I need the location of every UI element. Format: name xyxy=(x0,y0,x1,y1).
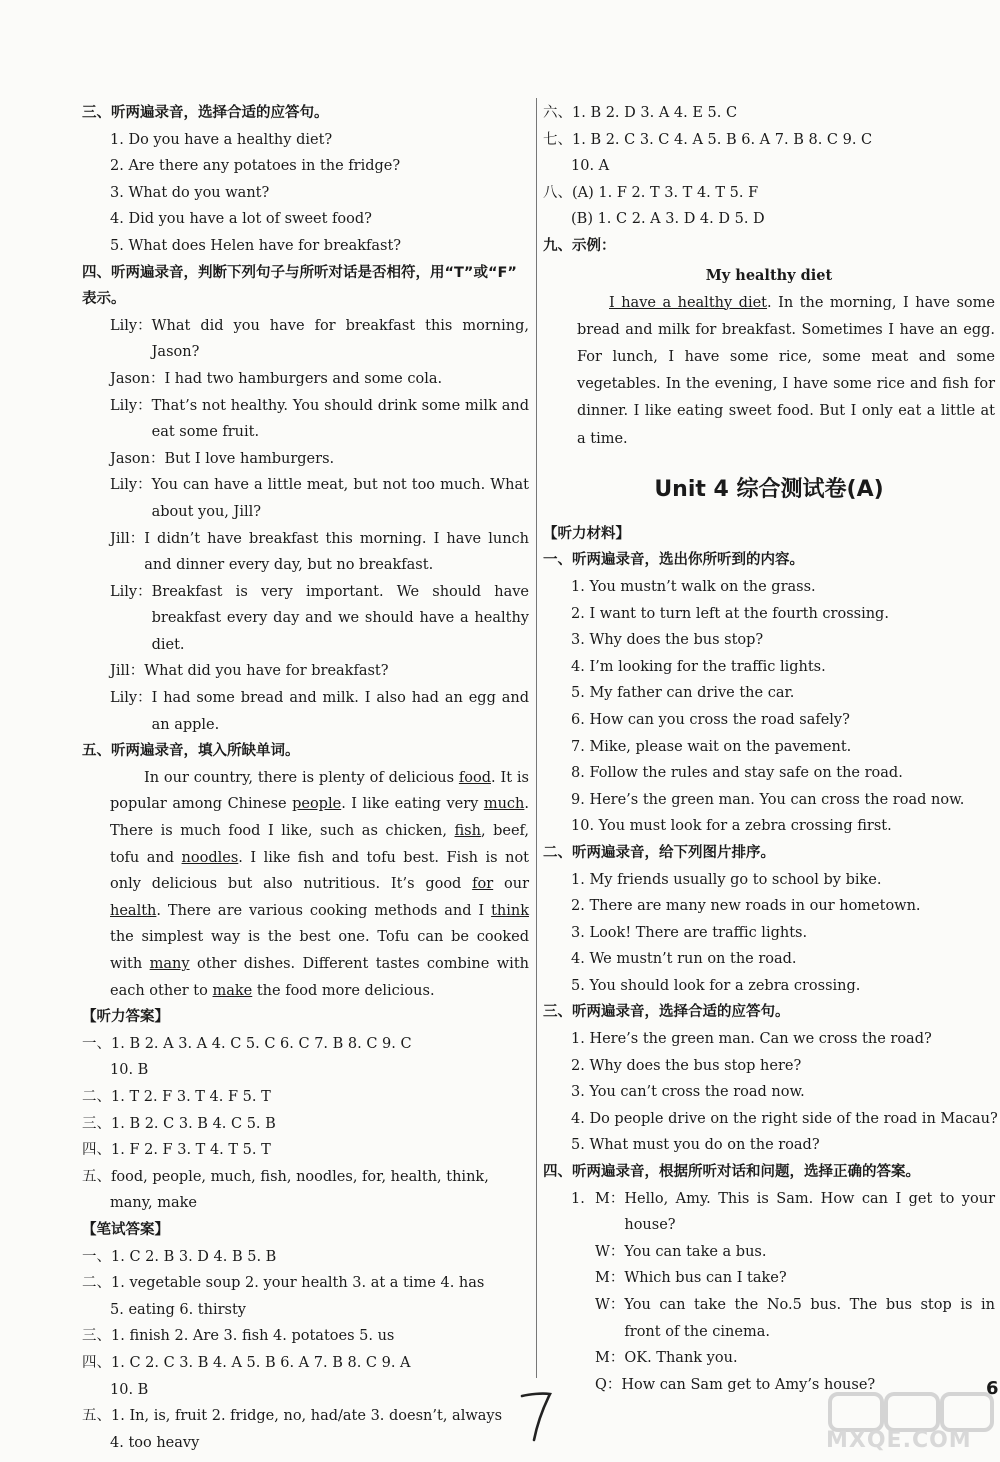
speaker: Q： xyxy=(595,1376,622,1393)
speaker: Jason： xyxy=(110,450,165,467)
dialogue xyxy=(595,1186,995,1399)
list-item: 5. What must you do on the road? xyxy=(571,1137,820,1154)
speaker: W： xyxy=(595,1243,625,1260)
list-item: 3. You can’t cross the road now. xyxy=(571,1084,805,1101)
answer-line: 九、示例： xyxy=(543,237,616,254)
unit-section-4-heading: 四、听两遍录音，根据所听对话和问题，选择正确的答案。 xyxy=(543,1164,920,1181)
unit-section-1-heading: 一、听两遍录音，选出你所听到的内容。 xyxy=(543,552,804,569)
unit-title: Unit 4 综合测试卷(A) xyxy=(654,476,884,502)
answer-line: 五、food, people, much, fish, noodles, for, health, think, xyxy=(82,1168,489,1185)
utterance: What did you have for breakfast? xyxy=(144,663,389,680)
answer-line: 10. A xyxy=(571,158,610,175)
written-answers-heading: 【笔试答案】 xyxy=(82,1221,169,1238)
answer-line: 四、1. C 2. C 3. B 4. A 5. B 6. A 7. B 8. C 9. A xyxy=(82,1354,411,1371)
list-item: 3. Look! There are traffic lights. xyxy=(571,924,808,941)
answer-line: 六、1. B 2. D 3. A 4. E 5. C xyxy=(543,105,738,121)
utterance: I had two hamburgers and some cola. xyxy=(164,370,443,387)
list-item: 2. Are there any potatoes in the fridge? xyxy=(110,158,401,175)
answer-word: many xyxy=(149,956,190,972)
utterance: Which bus can I take? xyxy=(624,1270,787,1287)
listening-material-heading: 【听力材料】 xyxy=(543,525,630,542)
answer-word: make xyxy=(212,982,253,999)
answer-line: 三、1. B 2. C 3. B 4. C 5. B xyxy=(82,1115,276,1132)
utterance: You can take the No.5 bus. The bus stop is in front of the cinema. xyxy=(624,1297,995,1340)
list-item: 9. Here’s the green man. You can cross the road now. xyxy=(571,791,965,808)
utterance: You can take a bus. xyxy=(624,1243,767,1260)
section-3-heading: 三、听两遍录音，选择合适的应答句。 xyxy=(82,105,329,121)
speaker: W： xyxy=(595,1297,625,1313)
speaker: M： xyxy=(595,1190,625,1207)
answer-line: 一、1. B 2. A 3. A 4. C 5. C 6. C 7. B 8. C 9. C xyxy=(82,1035,412,1052)
list-item: 4. We mustn’t run on the road. xyxy=(571,951,797,968)
dialogue-line xyxy=(595,1239,995,1266)
answer-word: think xyxy=(491,902,529,919)
section-4-heading-cont: 表示。 xyxy=(82,291,126,308)
list-item: 8. Follow the rules and stay safe on the road. xyxy=(571,765,903,782)
column-divider xyxy=(536,98,537,1378)
list-item: 1. My friends usually go to school by bike. xyxy=(571,871,882,888)
dialogue-line xyxy=(110,658,529,685)
list-item: 2. Why does the bus stop here? xyxy=(571,1057,802,1074)
speaker: Jason： xyxy=(110,370,165,387)
dialogue-line xyxy=(110,393,529,446)
list-item: 4. I’m looking for the traffic lights. xyxy=(571,658,826,675)
list-item: 10. You must look for a zebra crossing first. xyxy=(571,818,892,835)
left-column xyxy=(82,100,529,1456)
dialogue-block xyxy=(543,1186,995,1399)
list-item: 5. My father can drive the car. xyxy=(571,685,795,702)
answer-word: fish xyxy=(454,823,481,840)
essay-title: My healthy diet xyxy=(705,266,833,284)
answer-word: for xyxy=(472,876,494,893)
unit-section-3-heading: 三、听两遍录音，选择合适的应答句。 xyxy=(543,1004,790,1021)
utterance: OK. Thank you. xyxy=(624,1350,738,1367)
unit-section-2-heading: 二、听两遍录音，给下列图片排序。 xyxy=(543,844,775,861)
answer-line: 二、1. vegetable soup 2. your health 3. at a time 4. has xyxy=(82,1275,485,1292)
dialogue-line xyxy=(110,366,529,393)
answer-line: 二、1. T 2. F 3. T 4. F 5. T xyxy=(82,1088,271,1105)
cloze-passage: In our country, there is plenty of delicious food. It is popular among Chinese people. I like eating very much. There is much food I like, such as chicken, fish, beef, tofu and noodles. I like fish and tofu best. Fish is not only delicious but also nutritious. It’s good for our health. There are various cooking methods and I think the simplest way is the best one. Tofu can be cooked with many other dishes. Different tastes combine with each other to make the food more delicious. xyxy=(110,769,530,999)
answer-line: 10. B xyxy=(110,1381,149,1398)
dialogue-line xyxy=(110,685,529,738)
answer-line: 5. eating 6. thirsty xyxy=(110,1301,247,1318)
list-item: 6. How can you cross the road safely? xyxy=(571,711,850,728)
essay-first-sentence: I have a healthy diet xyxy=(609,294,767,311)
right-column xyxy=(543,100,998,1398)
utterance: You can have a little meat, but not too much. What about you, Jill? xyxy=(151,477,529,520)
speaker: Jill： xyxy=(110,663,145,680)
dialogue-line xyxy=(110,526,529,579)
answer-line: 一、1. C 2. B 3. D 4. B 5. B xyxy=(82,1248,277,1265)
answer-line: (B) 1. C 2. A 3. D 4. D 5. D xyxy=(571,211,765,228)
list-item: 5. What does Helen have for breakfast? xyxy=(110,237,402,254)
essay-body: I have a healthy diet. In the morning, I have some bread and milk for breakfast. Sometimes I have an egg. For lunch, I have some rice, some meat and some vegetables. In the evening, I have some rice and fish for dinner. I like eating sweet food. But I only eat a little at a time. xyxy=(577,294,995,447)
answer-word: food xyxy=(458,769,491,786)
answer-word: people xyxy=(292,796,342,813)
dialogue-line xyxy=(110,313,529,366)
utterance: What did you have for breakfast this morning, Jason? xyxy=(151,317,529,361)
dialogue-line xyxy=(110,472,529,525)
list-item: 4. Do people drive on the right side of the road in Macau? xyxy=(571,1110,998,1127)
dialogue-line xyxy=(595,1345,995,1372)
list-item: 3. What do you want? xyxy=(110,184,270,201)
dialogue-line xyxy=(110,446,529,473)
dialogue-line xyxy=(110,579,529,659)
utterance: How can Sam get to Amy’s house? xyxy=(621,1376,876,1393)
list-item: 1. Do you have a healthy diet? xyxy=(110,131,333,148)
answer-line: 八、(A) 1. F 2. T 3. T 4. T 5. F xyxy=(543,184,759,201)
utterance: I didn’t have breakfast this morning. I have lunch and dinner every day, but no breakfast. xyxy=(144,530,529,574)
answer-line: 四、1. F 2. F 3. T 4. T 5. T xyxy=(82,1142,271,1159)
utterance: Hello, Amy. This is Sam. How can I get to your house? xyxy=(624,1190,995,1234)
speaker: Lily： xyxy=(110,583,152,600)
answer-word: health xyxy=(110,902,157,919)
list-item: 2. I want to turn left at the fourth crossing. xyxy=(571,605,889,622)
dialogue-line xyxy=(595,1186,995,1239)
watermark-text: MXQE.COM xyxy=(826,1428,972,1453)
utterance: That’s not healthy. You should drink some milk and eat some fruit. xyxy=(151,397,529,441)
answer-word: much xyxy=(483,796,525,813)
answer-line: many, make xyxy=(110,1195,197,1212)
list-item: 3. Why does the bus stop? xyxy=(571,632,764,649)
utterance: But I love hamburgers. xyxy=(164,450,335,467)
speaker: Lily： xyxy=(110,690,152,707)
listening-answers-heading: 【听力答案】 xyxy=(82,1009,169,1026)
answer-line: 七、1. B 2. C 3. C 4. A 5. B 6. A 7. B 8. C 9. C xyxy=(543,131,873,148)
speaker: Jill： xyxy=(110,530,145,547)
utterance: I had some bread and milk. I also had an egg and an apple. xyxy=(151,690,529,733)
section-4-heading: 四、听两遍录音，判断下列句子与所听对话是否相符，用“T”或“F” xyxy=(82,264,517,281)
answer-line: 10. B xyxy=(110,1062,149,1079)
list-item: 2. There are many new roads in our hometown. xyxy=(571,898,921,915)
answer-word: noodles xyxy=(181,849,239,866)
answer-line: 三、1. finish 2. Are 3. fish 4. potatoes 5. us xyxy=(82,1328,395,1345)
page-number: 6 xyxy=(986,1378,999,1399)
question-number: 1. xyxy=(571,1190,585,1207)
dialogue-line xyxy=(595,1292,995,1345)
list-item: 4. Did you have a lot of sweet food? xyxy=(110,211,372,228)
speaker: Lily： xyxy=(110,397,152,414)
answer-line: 4. too heavy xyxy=(110,1434,200,1451)
list-item: 7. Mike, please wait on the pavement. xyxy=(571,738,852,755)
speaker: Lily： xyxy=(110,317,152,334)
utterance: Breakfast is very important. We should have breakfast every day and we should have a healthy diet. xyxy=(151,583,529,653)
speaker: M： xyxy=(595,1350,625,1367)
list-item: 1. You mustn’t walk on the grass. xyxy=(571,578,816,595)
list-item: 5. You should look for a zebra crossing. xyxy=(571,977,861,994)
dialogue-line xyxy=(595,1265,995,1292)
speaker: M： xyxy=(595,1270,625,1287)
dialogue xyxy=(82,313,529,739)
list-item: 1. Here’s the green man. Can we cross the road? xyxy=(571,1031,932,1048)
answer-line: 五、1. In, is, fruit 2. fridge, no, had/ate 3. doesn’t, always xyxy=(82,1408,503,1425)
section-5-heading: 五、听两遍录音，填入所缺单词。 xyxy=(82,743,300,760)
speaker: Lily： xyxy=(110,477,152,494)
handwritten-seven xyxy=(516,1388,556,1444)
